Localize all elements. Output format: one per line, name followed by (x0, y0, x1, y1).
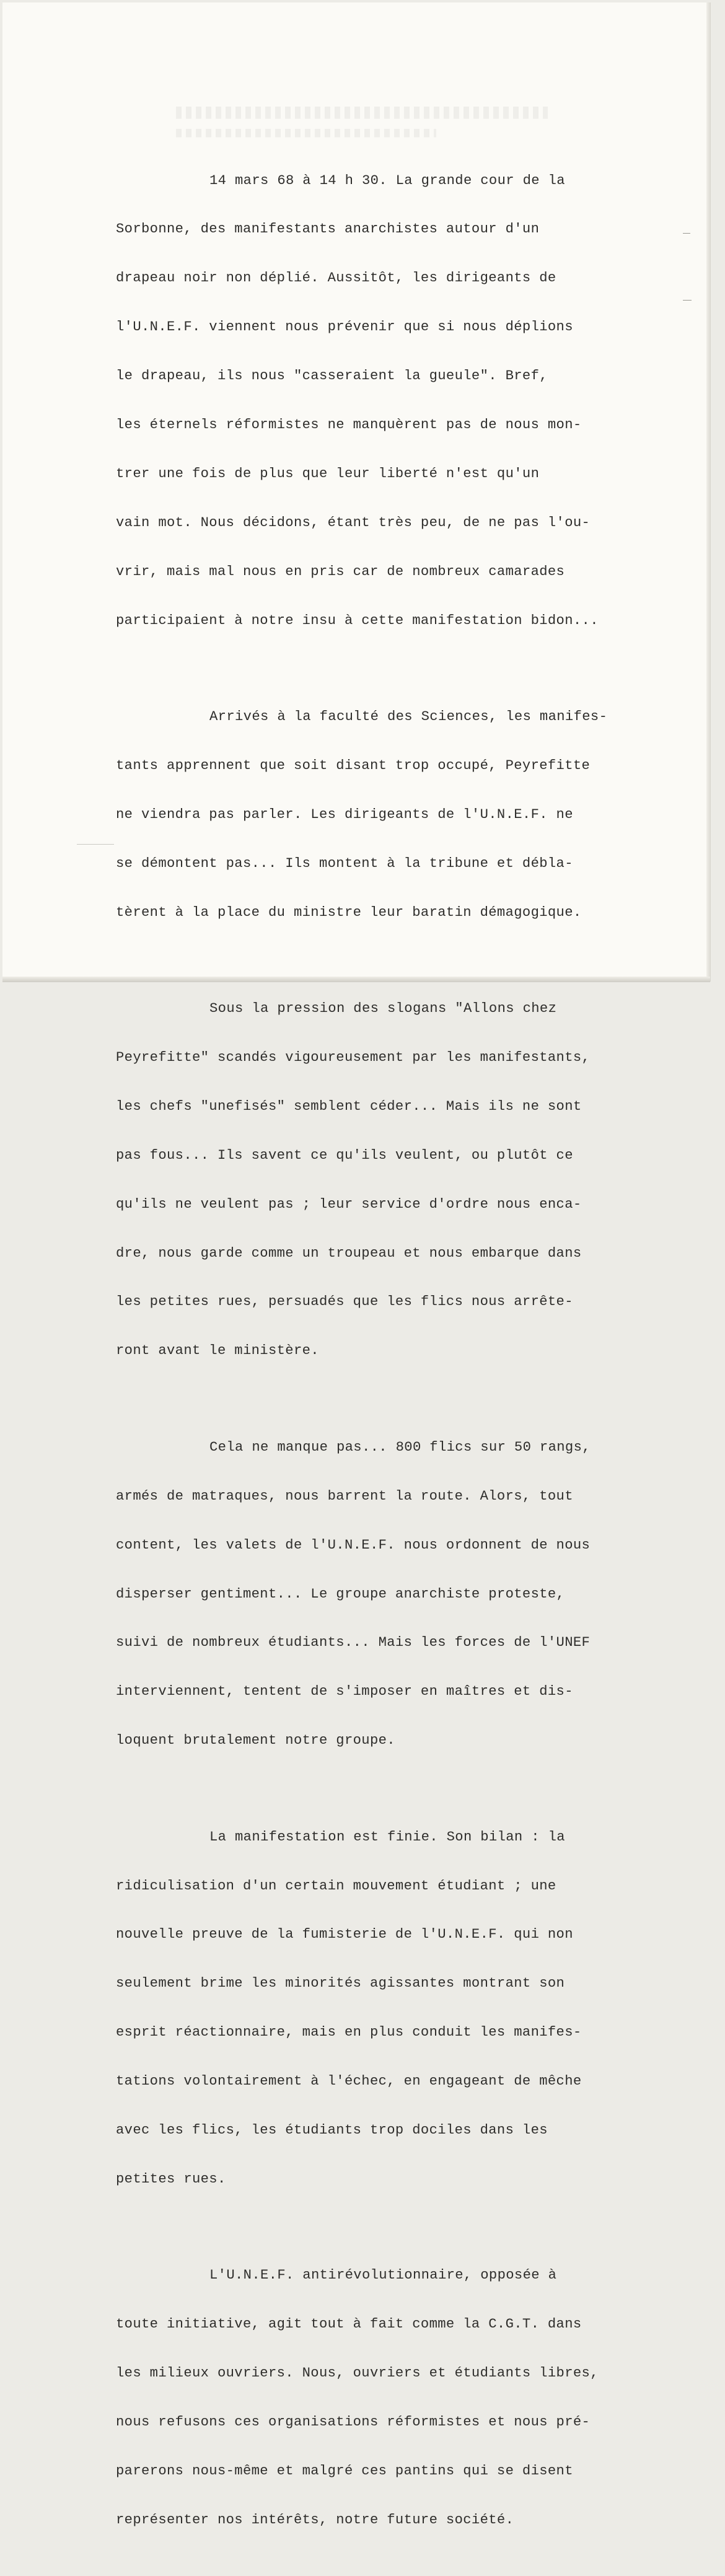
text-line: content, les valets de l'U.N.E.F. nous ordonnent de nous (116, 1537, 591, 1553)
text-line: Cela ne manque pas... 800 flics sur 50 rangs, (209, 1439, 591, 1455)
text-line: parerons nous-même et malgré ces pantins qui se disent (116, 2463, 573, 2479)
text-line: Peyrefitte" scandés vigoureusement par les manifestants, (116, 1050, 591, 1066)
text-line: La manifestation est finie. Son bilan : la (209, 1829, 565, 1845)
paragraph-4 (116, 1407, 649, 1782)
paragraph-6 (116, 2235, 649, 2561)
text-line: Sous la pression des slogans "Allons chez (209, 1001, 557, 1017)
text-line: tèrent à la place du ministre leur baratin démagogique. (116, 904, 582, 920)
text-line: 14 mars 68 à 14 h 30. La grande cour de la (209, 172, 565, 188)
paragraph-1 (116, 140, 649, 662)
paragraph-2 (116, 677, 649, 954)
text-line: trer une fois de plus que leur liberté n'est qu'un (116, 465, 540, 481)
text-line: nous refusons ces organisations réformistes et nous pré- (116, 2414, 591, 2430)
text-line: interviennent, tentent de s'imposer en maîtres et dis- (116, 1684, 573, 1700)
paper-edge-right (706, 2, 710, 982)
margin-mark (683, 300, 692, 301)
text-line: les éternels réformistes ne manquèrent pas de nous mon- (116, 417, 582, 433)
text-line: suivi de nombreux étudiants... Mais les forces de l'UNEF (116, 1635, 591, 1651)
margin-mark (683, 233, 690, 234)
text-line: l'U.N.E.F. viennent nous prévenir que si nous déplions (116, 319, 573, 335)
text-line: nouvelle preuve de la fumisterie de l'U.N.E.F. qui non (116, 1927, 573, 1943)
text-line: ne viendra pas parler. Les dirigeants de l'U.N.E.F. ne (116, 806, 573, 822)
text-line: tations volontairement à l'échec, en engageant de mêche (116, 2073, 582, 2090)
text-line: vrir, mais mal nous en pris car de nombreux camarades (116, 563, 565, 579)
text-line: toute initiative, agit tout à fait comme la C.G.T. dans (116, 2316, 582, 2332)
text-line: loquent brutalement notre groupe. (116, 1733, 395, 1749)
text-line: esprit réactionnaire, mais en plus conduit les manifes- (116, 2024, 582, 2041)
text-line: représenter nos intérêts, notre future société. (116, 2512, 514, 2528)
text-line: pas fous... Ils savent ce qu'ils veulent, ou plutôt ce (116, 1147, 573, 1163)
text-line: se démontent pas... Ils montent à la tribune et débla- (116, 855, 573, 871)
paragraph-5 (116, 1796, 649, 2220)
paper-edge-bottom (2, 977, 710, 982)
text-line: qu'ils ne veulent pas ; leur service d'ordre nous enca- (116, 1196, 582, 1212)
text-line: L'U.N.E.F. antirévolutionnaire, opposée à (209, 2267, 557, 2284)
text-line: seulement brime les minorités agissantes montrant son (116, 1976, 565, 1992)
text-line: drapeau noir non déplié. Aussitôt, les dirigeants de (116, 270, 556, 286)
text-line: disperser gentiment... Le groupe anarchiste proteste, (116, 1586, 565, 1602)
document-page (2, 2, 710, 2528)
text-line: ridiculisation d'un certain mouvement étudiant ; une (116, 1878, 556, 1894)
text-line: les chefs "unefisés" semblent céder... Mais ils ne sont (116, 1098, 582, 1114)
text-line: ront avant le ministère. (116, 1343, 319, 1359)
text-line: petites rues. (116, 2171, 226, 2187)
paragraph-3 (116, 969, 649, 1392)
margin-mark (77, 844, 114, 845)
text-line: vain mot. Nous décidons, étant très peu, de ne pas l'ou- (116, 514, 591, 530)
text-line: Sorbonne, des manifestants anarchistes autour d'un (116, 221, 540, 237)
text-line: armés de matraques, nous barrent la route. Alors, tout (116, 1488, 573, 1504)
text-line: Arrivés à la faculté des Sciences, les manifes- (209, 709, 608, 725)
text-line: les milieux ouvriers. Nous, ouvriers et étudiants libres, (116, 2365, 599, 2381)
text-line: dre, nous garde comme un troupeau et nous embarque dans (116, 1245, 582, 1261)
text-line: tants apprennent que soit disant trop occupé, Peyrefitte (116, 757, 591, 773)
text-line: le drapeau, ils nous "casseraient la gueule". Bref, (116, 368, 548, 384)
text-line: avec les flics, les étudiants trop dociles dans les (116, 2122, 548, 2139)
typewritten-letter-body (116, 140, 649, 2576)
text-line: les petites rues, persuadés que les flics nous arrête- (116, 1294, 573, 1310)
text-line: participaient à notre insu à cette manifestation bidon... (116, 612, 599, 628)
